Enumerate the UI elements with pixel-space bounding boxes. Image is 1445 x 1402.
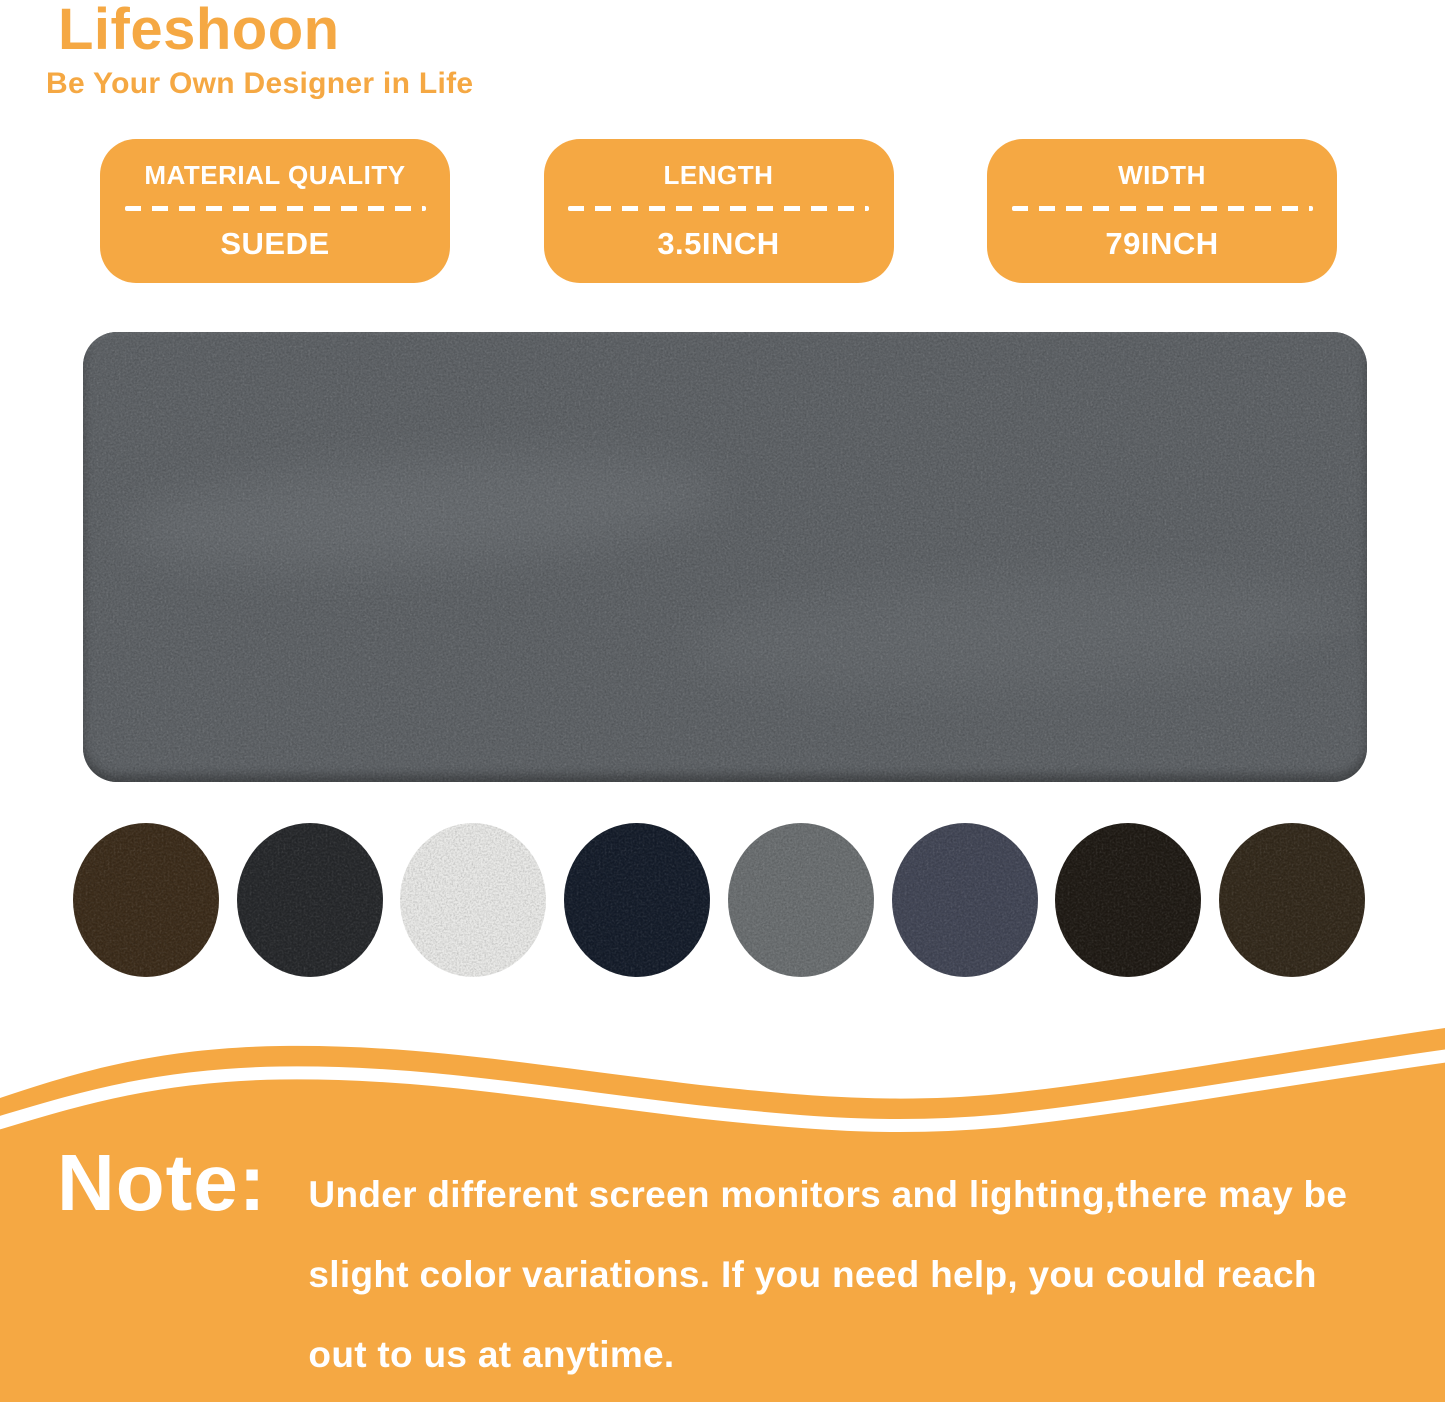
- fabric-swatch-main: [83, 332, 1367, 782]
- note-line: slight color variations. If you need help, you could reach: [308, 1254, 1317, 1295]
- color-swatch-black: [236, 822, 384, 978]
- color-options-row: [72, 822, 1366, 978]
- fabric-circle: [727, 822, 875, 978]
- note-text: [308, 1155, 1347, 1395]
- color-swatch-dark-brown: [72, 822, 220, 978]
- note-content: [57, 1138, 1348, 1395]
- spec-badge-length: [544, 139, 894, 283]
- suede-texture-image: [83, 332, 1367, 782]
- dashed-divider: [568, 206, 869, 211]
- color-swatch-white: [399, 822, 547, 978]
- badge-label: MATERIAL QUALITY: [144, 160, 406, 190]
- dashed-divider: [1012, 206, 1313, 211]
- fabric-circle: [1218, 822, 1366, 978]
- brand-header: [46, 0, 473, 101]
- spec-badge-material: [100, 139, 450, 283]
- brand-tagline: Be Your Own Designer in Life: [46, 66, 474, 100]
- badge-value: 3.5INCH: [657, 226, 780, 261]
- badge-value: SUEDE: [220, 226, 330, 261]
- badge-label: WIDTH: [1118, 160, 1206, 190]
- fabric-circle: [1054, 822, 1202, 978]
- color-swatch-slate-gray: [891, 822, 1039, 978]
- brand-logo: Lifeshoon: [58, 0, 340, 62]
- note-section: [0, 1000, 1445, 1402]
- fabric-circle: [563, 822, 711, 978]
- color-swatch-black-brown: [1054, 822, 1202, 978]
- fabric-circle: [72, 822, 220, 978]
- color-swatch-navy-blue: [563, 822, 711, 978]
- note-label: Note:: [57, 1138, 267, 1227]
- note-line: Under different screen monitors and lighting,there may be: [308, 1174, 1348, 1215]
- dashed-divider: [125, 206, 426, 211]
- spec-badges-row: [100, 139, 1337, 283]
- fabric-circle: [399, 822, 547, 978]
- note-line: out to us at anytime.: [308, 1334, 675, 1375]
- badge-label: LENGTH: [663, 160, 774, 190]
- badge-value: 79INCH: [1105, 226, 1219, 261]
- color-swatch-gray: [727, 822, 875, 978]
- spec-badge-width: [987, 139, 1337, 283]
- fabric-circle: [236, 822, 384, 978]
- fabric-circle: [891, 822, 1039, 978]
- color-swatch-coffee-brown: [1218, 822, 1366, 978]
